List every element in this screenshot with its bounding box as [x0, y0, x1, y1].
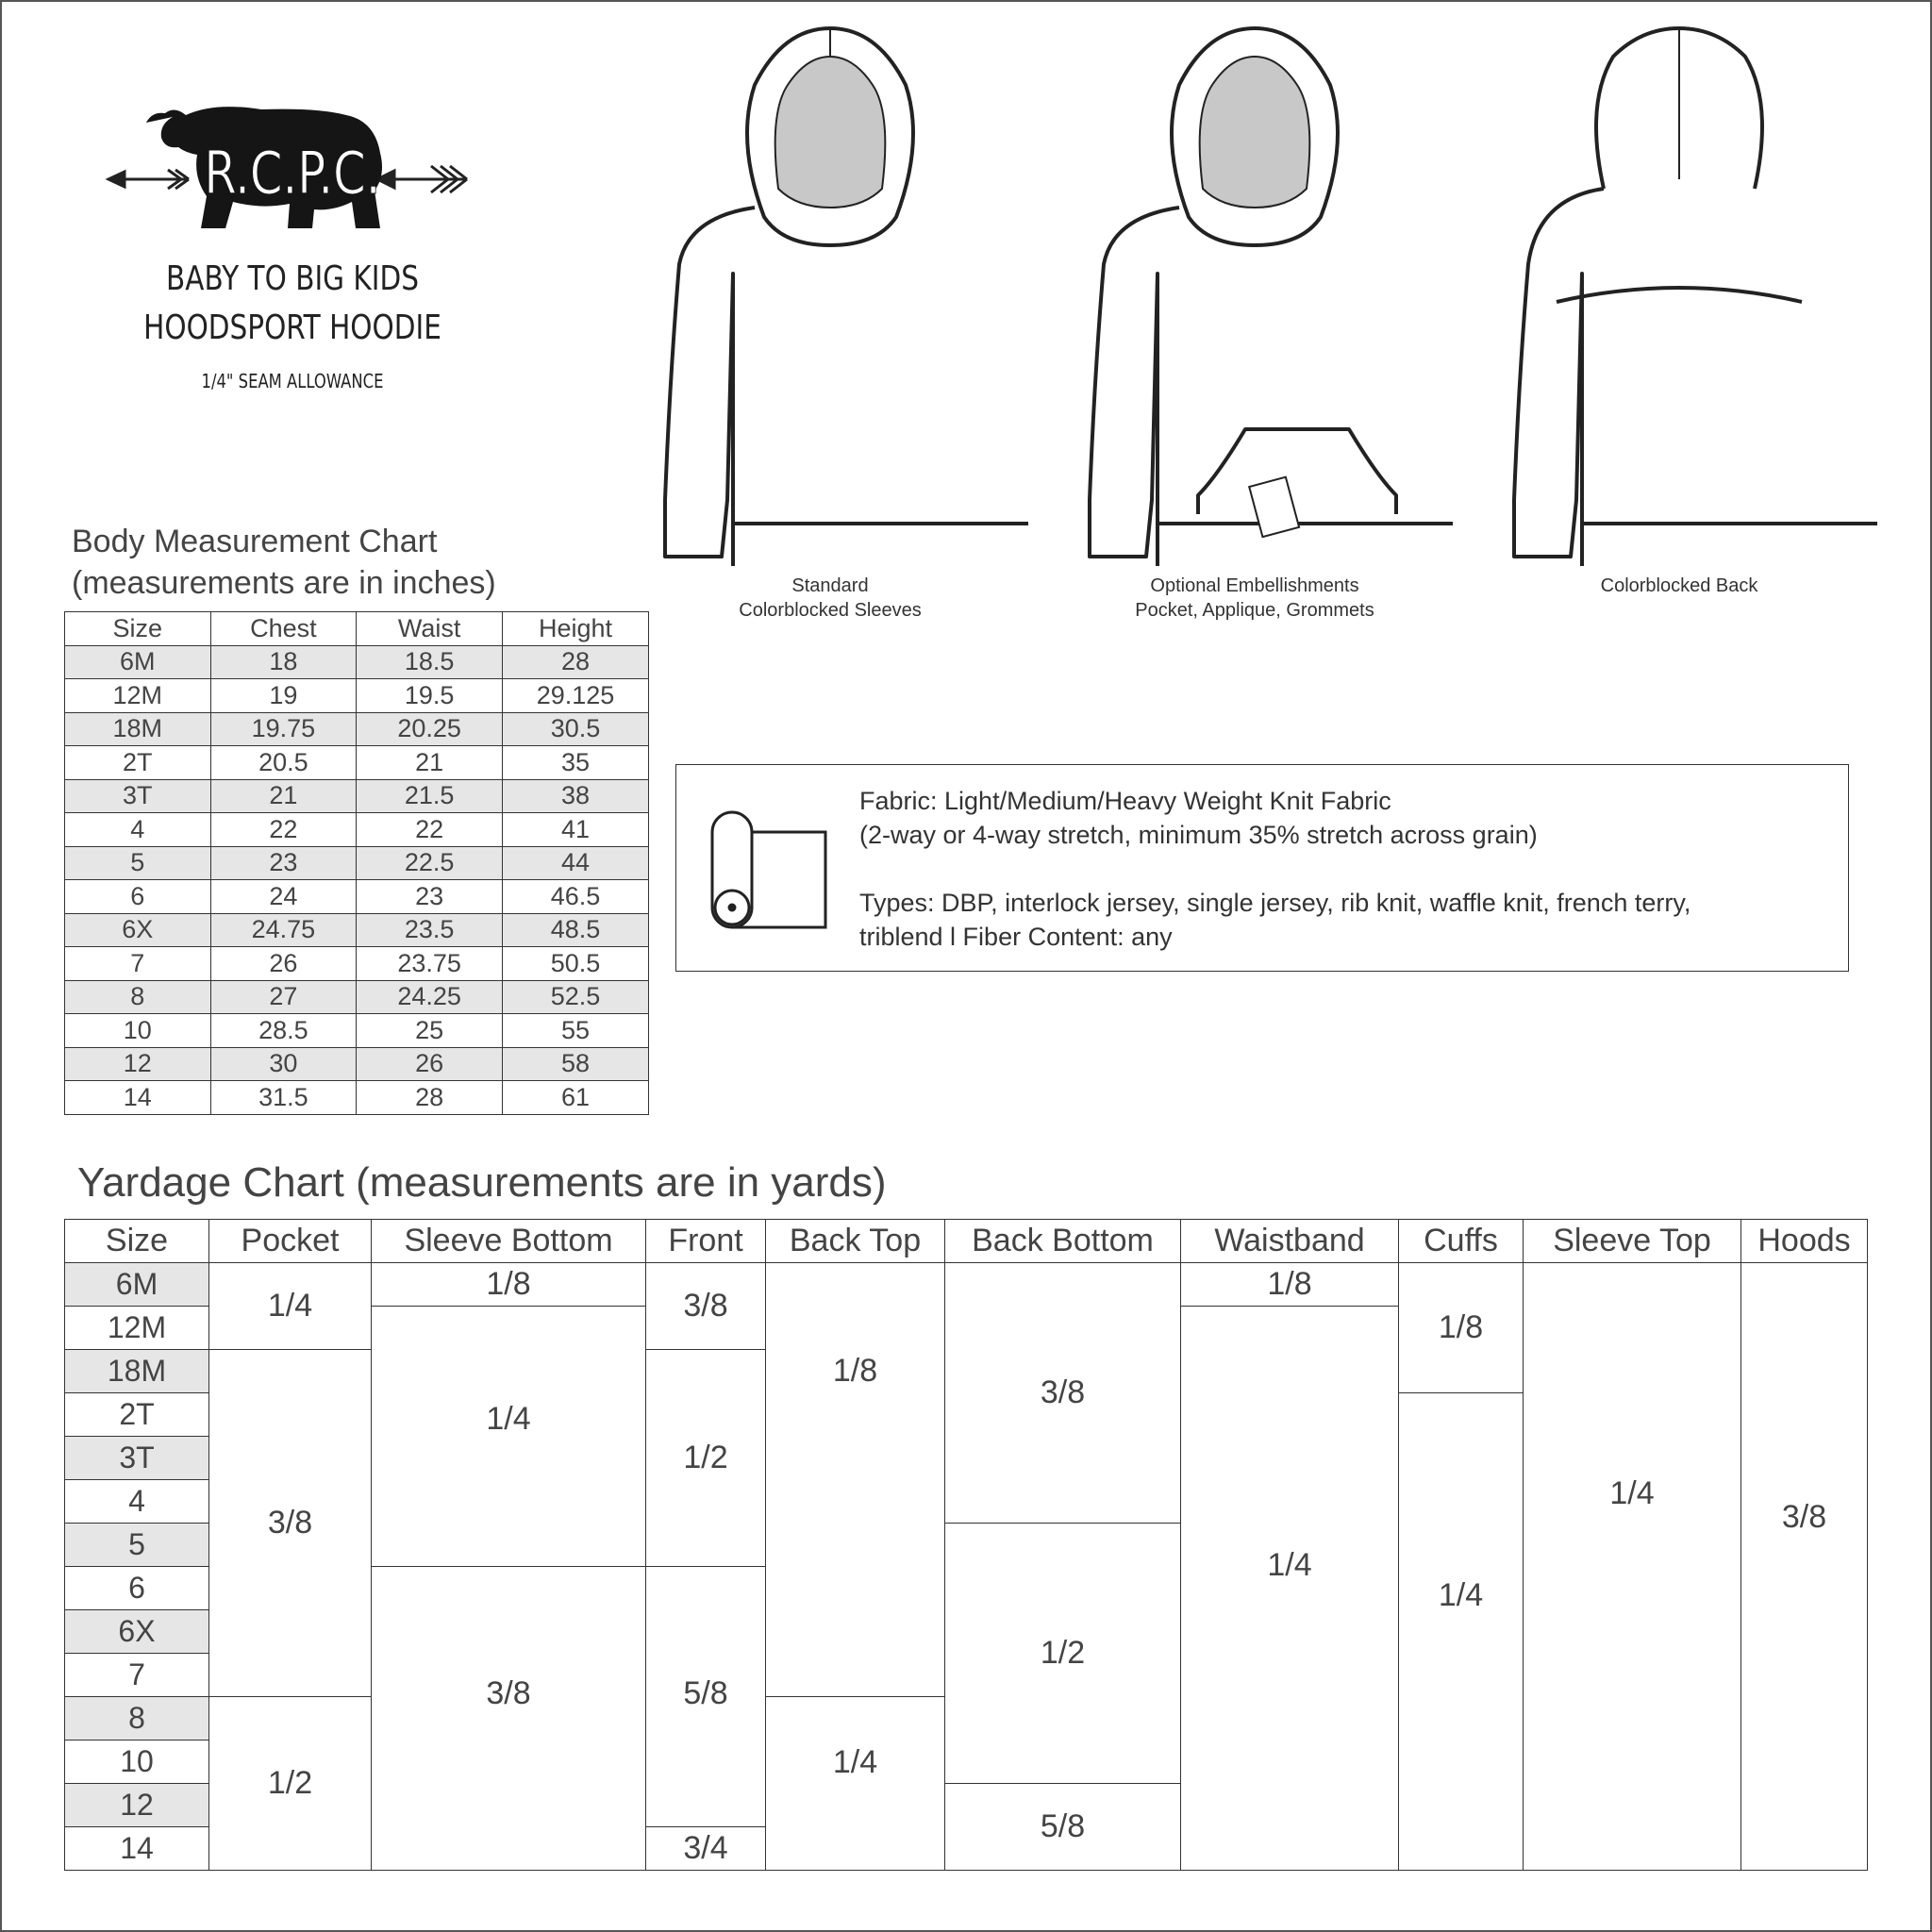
- table-row: 12 30 26 58: [65, 1047, 649, 1081]
- yardage-table: [64, 1219, 1868, 1871]
- table-row: 7 26 23.75 50.5: [65, 947, 649, 981]
- seam-allowance-note: 1/4" SEAM ALLOWANCE: [201, 370, 384, 392]
- sketch-embellishments: [1057, 19, 1453, 623]
- caption-embellishments: Optional Embellishments Pocket, Applique, Grommets: [1135, 575, 1374, 621]
- header-cell: Size: [65, 612, 211, 646]
- table-row: 18M 3/8 1/2: [65, 1350, 1868, 1393]
- sketch-back: [1481, 19, 1877, 623]
- fabric-text: Fabric: Light/Medium/Heavy Weight Knit Fabric (2-way or 4-way stretch, minimum 35% stretch across grain) Types: DBP, interlock jersey, single jersey, rib knit, waffle knit, french terry, triblend l Fiber Content: any: [859, 787, 1691, 951]
- table-row: 4 22 22 41: [65, 813, 649, 847]
- table-row: 7: [65, 1654, 1868, 1697]
- brand-subtitle-1: BABY TO BIG KIDS: [166, 259, 419, 298]
- bear-logo-icon: [94, 94, 491, 255]
- table-row: 2T 20.5 21 35: [65, 746, 649, 780]
- header-cell: Waist: [357, 612, 503, 646]
- table-row: 6M 1/4 1/8 3/8 1/8 3/8 1/8 1/8 1/4 3/8: [65, 1263, 1868, 1307]
- hoodie-front-icon: [632, 19, 1028, 566]
- brand-block: [94, 94, 491, 392]
- yardage-chart-title: Yardage Chart (measurements are in yards): [77, 1159, 887, 1206]
- caption-standard: Standard Colorblocked Sleeves: [739, 575, 922, 621]
- fabric-info-box: [675, 764, 1849, 972]
- hoodie-sketches: [632, 19, 1877, 623]
- table-row: 6X: [65, 1610, 1868, 1654]
- table-header-row: Size Pocket Sleeve Bottom Front Back Top Back Bottom Waistband Cuffs Sleeve Top Hoods: [65, 1220, 1868, 1263]
- table-header-row: [65, 612, 649, 646]
- table-row: 6M 18 18.5 28: [65, 645, 649, 679]
- table-row: 14 3/4: [65, 1827, 1868, 1871]
- table-row: 10 28.5 25 55: [65, 1014, 649, 1048]
- table-row: 3T 21 21.5 38: [65, 779, 649, 813]
- table-row: 5 23 22.5 44: [65, 846, 649, 880]
- table-row: 4: [65, 1480, 1868, 1524]
- brand-subtitle-2: HOODSPORT HOODIE: [143, 308, 441, 347]
- table-row: 2T 1/4: [65, 1393, 1868, 1437]
- body-measurement-table: [64, 611, 649, 1115]
- table-row: 6 24 23 46.5: [65, 880, 649, 914]
- table-row: 5 1/2: [65, 1524, 1868, 1567]
- table-row: 18M 19.75 20.25 30.5: [65, 712, 649, 746]
- table-row: 3T: [65, 1437, 1868, 1480]
- header-cell: Height: [503, 612, 649, 646]
- table-row: 12 5/8: [65, 1784, 1868, 1827]
- table-row: 12M 19 19.5 29.125: [65, 679, 649, 713]
- table-row: 8 27 24.25 52.5: [65, 980, 649, 1014]
- hoodie-back-icon: [1481, 19, 1877, 566]
- table-row: 6X 24.75 23.5 48.5: [65, 913, 649, 947]
- table-row: 14 31.5 28 61: [65, 1081, 649, 1115]
- sketch-standard: [632, 19, 1028, 623]
- caption-back: Colorblocked Back: [1600, 575, 1758, 596]
- table-row: 6 3/8 5/8: [65, 1567, 1868, 1610]
- hoodie-front-pocket-icon: [1057, 19, 1453, 566]
- logo-text: R.C.P.C.: [204, 140, 381, 208]
- fabric-roll-icon: [708, 808, 831, 931]
- table-row: 12M 1/4 1/4: [65, 1307, 1868, 1350]
- table-row: 8 1/2 1/4: [65, 1697, 1868, 1740]
- body-chart-title: Body Measurement Chart (measurements are in inches): [72, 524, 496, 601]
- header-cell: Chest: [210, 612, 357, 646]
- table-row: 10: [65, 1740, 1868, 1784]
